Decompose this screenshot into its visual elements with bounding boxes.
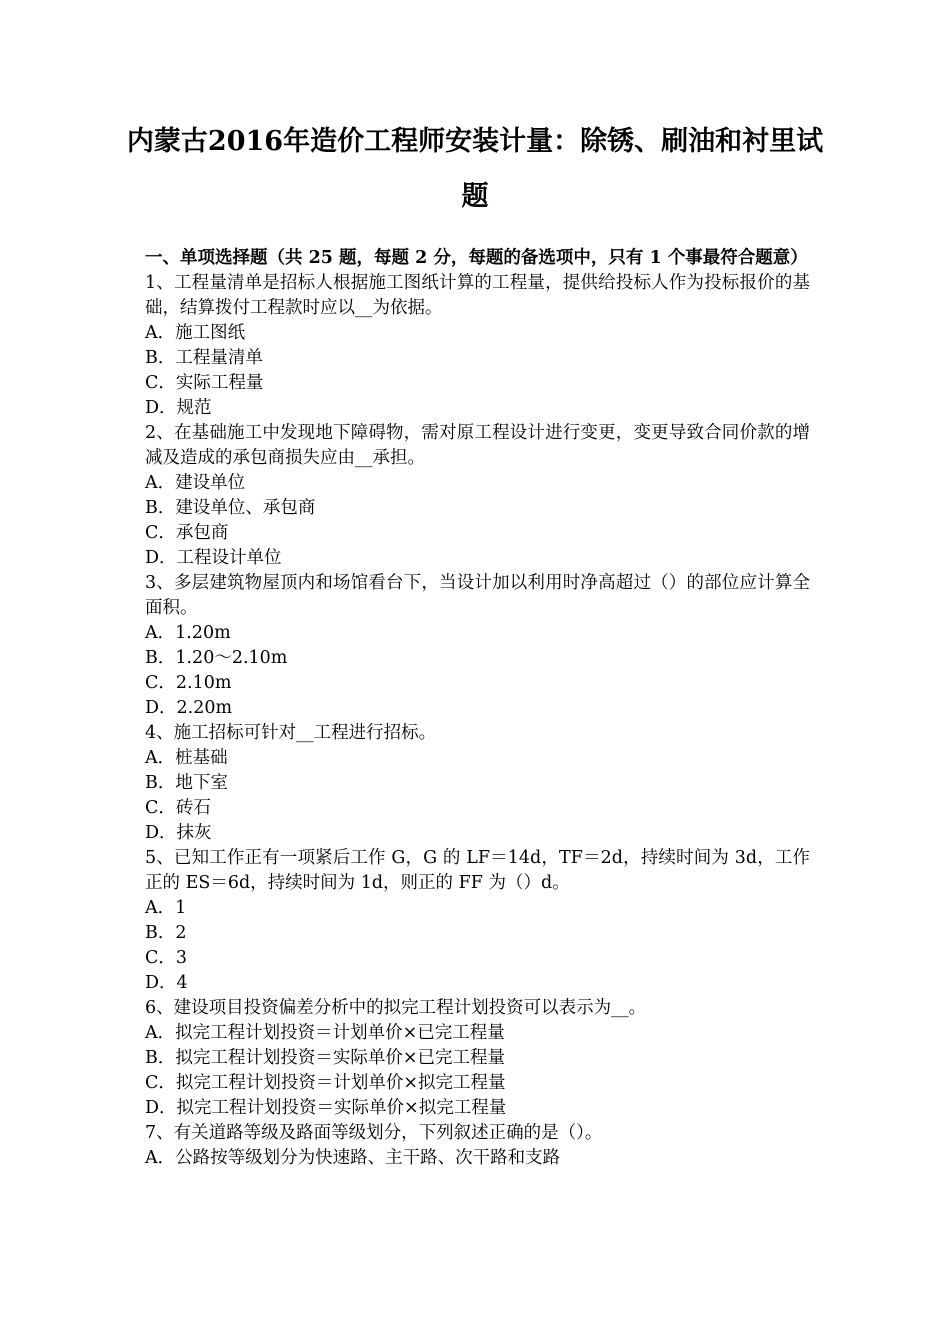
question-5 [145,846,810,996]
option-b: B．1.20～2.10m [145,648,288,668]
question-text: 2、在基础施工中发现地下障碍物，需对原工程设计进行变更，变更导致合同价款的增减及造成的承包商损失应由__承担。 [145,423,810,468]
question-text: 4、施工招标可针对__工程进行招标。 [145,723,437,743]
option-c: C．3 [145,948,188,968]
option-a: A．拟完工程计划投资＝计划单价×已完工程量 [145,1023,505,1043]
option-a: A．施工图纸 [145,323,246,343]
option-d: D．规范 [145,398,212,418]
option-d: D．2.20m [145,698,233,718]
option-b: B．工程量清单 [145,348,263,368]
document-body [145,246,810,1171]
document-title: 内蒙古2016年造价工程师安装计量：除锈、刷油和衬里试题 [126,126,824,212]
option-c: C．承包商 [145,523,229,543]
question-1 [145,271,810,421]
option-c: C．砖石 [145,798,211,818]
section-heading: 一、单项选择题（共 25 题，每题 2 分，每题的备选项中，只有 1 个事最符合题意） [145,248,808,268]
question-2 [145,421,810,571]
option-c: C．实际工程量 [145,373,264,393]
option-c: C．拟完工程计划投资＝计划单价×拟完工程量 [145,1073,506,1093]
question-text: 6、建设项目投资偏差分析中的拟完工程计划投资可以表示为__。 [145,998,647,1018]
question-text: 5、已知工作正有一项紧后工作 G，G 的 LF＝14d，TF＝2d，持续时间为 3d，工作正的 ES＝6d，持续时间为 1d，则正的 FF 为（）d。 [145,848,810,893]
option-d: D．拟完工程计划投资＝实际单价×拟完工程量 [145,1098,507,1118]
option-a: A．1 [145,898,187,918]
option-d: D．抹灰 [145,823,212,843]
question-text: 7、有关道路等级及路面等级划分，下列叙述正确的是（）。 [145,1123,603,1143]
option-b: B．建设单位、承包商 [145,498,316,518]
question-4 [145,721,810,846]
option-a: A．1.20m [145,623,231,643]
option-b: B．拟完工程计划投资＝实际单价×已完工程量 [145,1048,506,1068]
option-a: A．桩基础 [145,748,228,768]
option-a: A．公路按等级划分为快速路、主干路、次干路和支路 [145,1148,561,1168]
option-b: B．2 [145,923,187,943]
question-text: 3、多层建筑物屋顶内和场馆看台下，当设计加以利用时净高超过（）的部位应计算全面积。 [145,573,810,618]
option-c: C．2.10m [145,673,232,693]
option-d: D．4 [145,973,188,993]
option-d: D．工程设计单位 [145,548,282,568]
option-a: A．建设单位 [145,473,246,493]
option-b: B．地下室 [145,773,228,793]
question-3 [145,571,810,721]
question-text: 1、工程量清单是招标人根据施工图纸计算的工程量，提供给投标人作为投标报价的基础，结算拨付工程款时应以__为依据。 [145,273,810,318]
question-6 [145,996,810,1121]
question-7 [145,1121,810,1171]
